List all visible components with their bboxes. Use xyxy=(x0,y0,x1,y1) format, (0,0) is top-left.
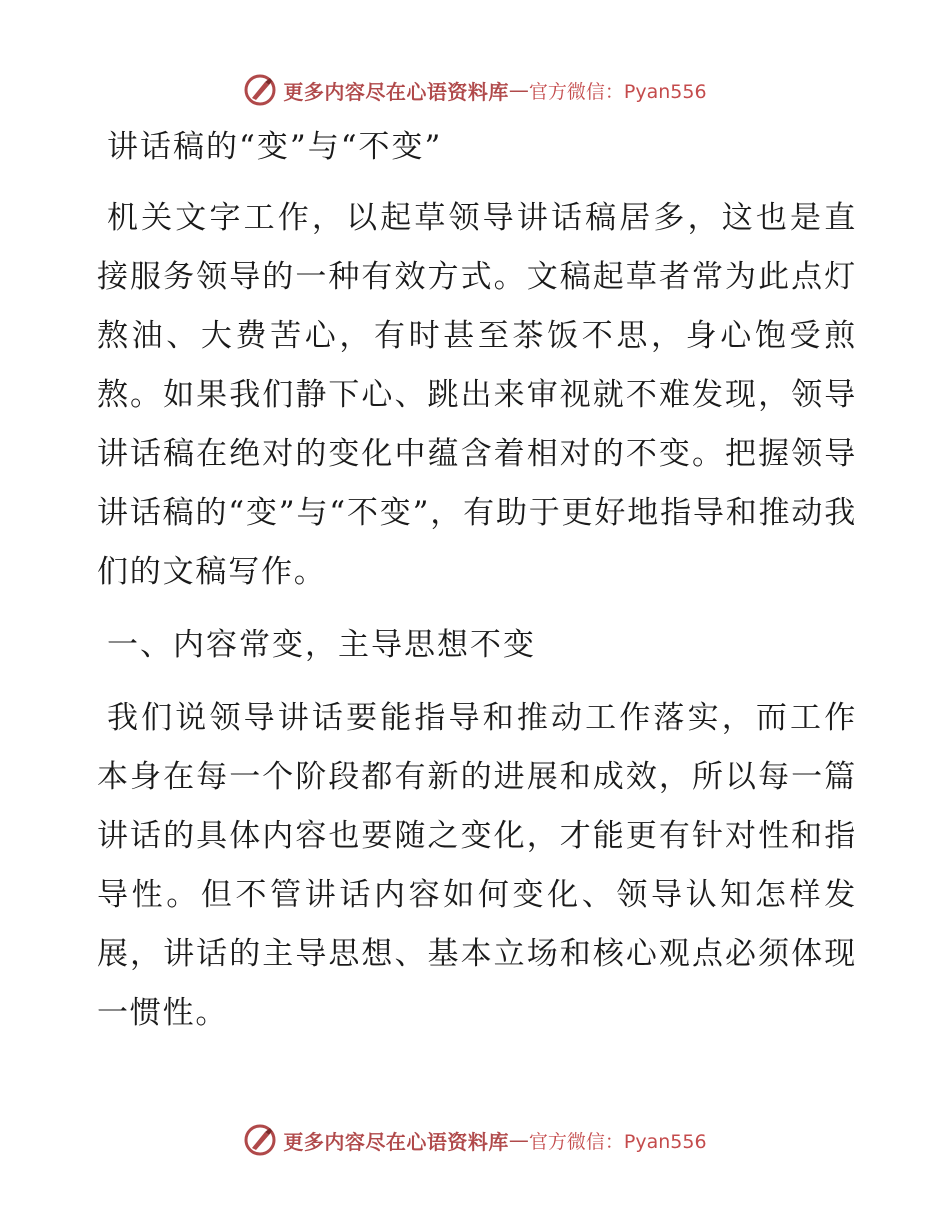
paragraph-intro: 机关文字工作，以起草领导讲话稿居多，这也是直接服务领导的一种有效方式。文稿起草者常为此点灯熬油、大费苦心，有时甚至茶饭不思，身心饱受煎熬。如果我们静下心、跳出来审视就不难发现，领导讲话稿在绝对的变化中蕴含着相对的不变。把握领导讲话稿的“变”与“不变”，有助于更好地指导和推动我们的文稿写作。 xyxy=(97,200,857,590)
footer-watermark-banner xyxy=(0,1120,950,1160)
paragraph-section-1: 我们说领导讲话要能指导和推动工作落实，而工作本身在每一个阶段都有新的进展和成效，所以每一篇讲话的具体内容也要随之变化，才能更有针对性和指导性。但不管讲话内容如何变化、领导认知怎样发展，讲话的主导思想、基本立场和核心观点必须体现一惯性。 xyxy=(97,700,857,1031)
banner-dash: — xyxy=(508,78,529,102)
quill-logo-icon xyxy=(243,1123,277,1157)
document-body xyxy=(97,118,857,1043)
banner-brand-text: 更多内容尽在心语资料库 xyxy=(283,1129,509,1154)
banner-dash: — xyxy=(508,1128,529,1152)
quill-logo-icon xyxy=(243,73,277,107)
section-heading-1: 一、内容常变，主导思想不变 xyxy=(107,627,536,663)
banner-brand-text: 更多内容尽在心语资料库 xyxy=(283,79,509,104)
banner-wechat-text: 官方微信：Pyan556 xyxy=(528,80,707,103)
document-title: 讲话稿的“变”与“不变” xyxy=(107,129,443,165)
header-watermark-banner xyxy=(0,70,950,110)
banner-wechat-text: 官方微信：Pyan556 xyxy=(528,1130,707,1153)
